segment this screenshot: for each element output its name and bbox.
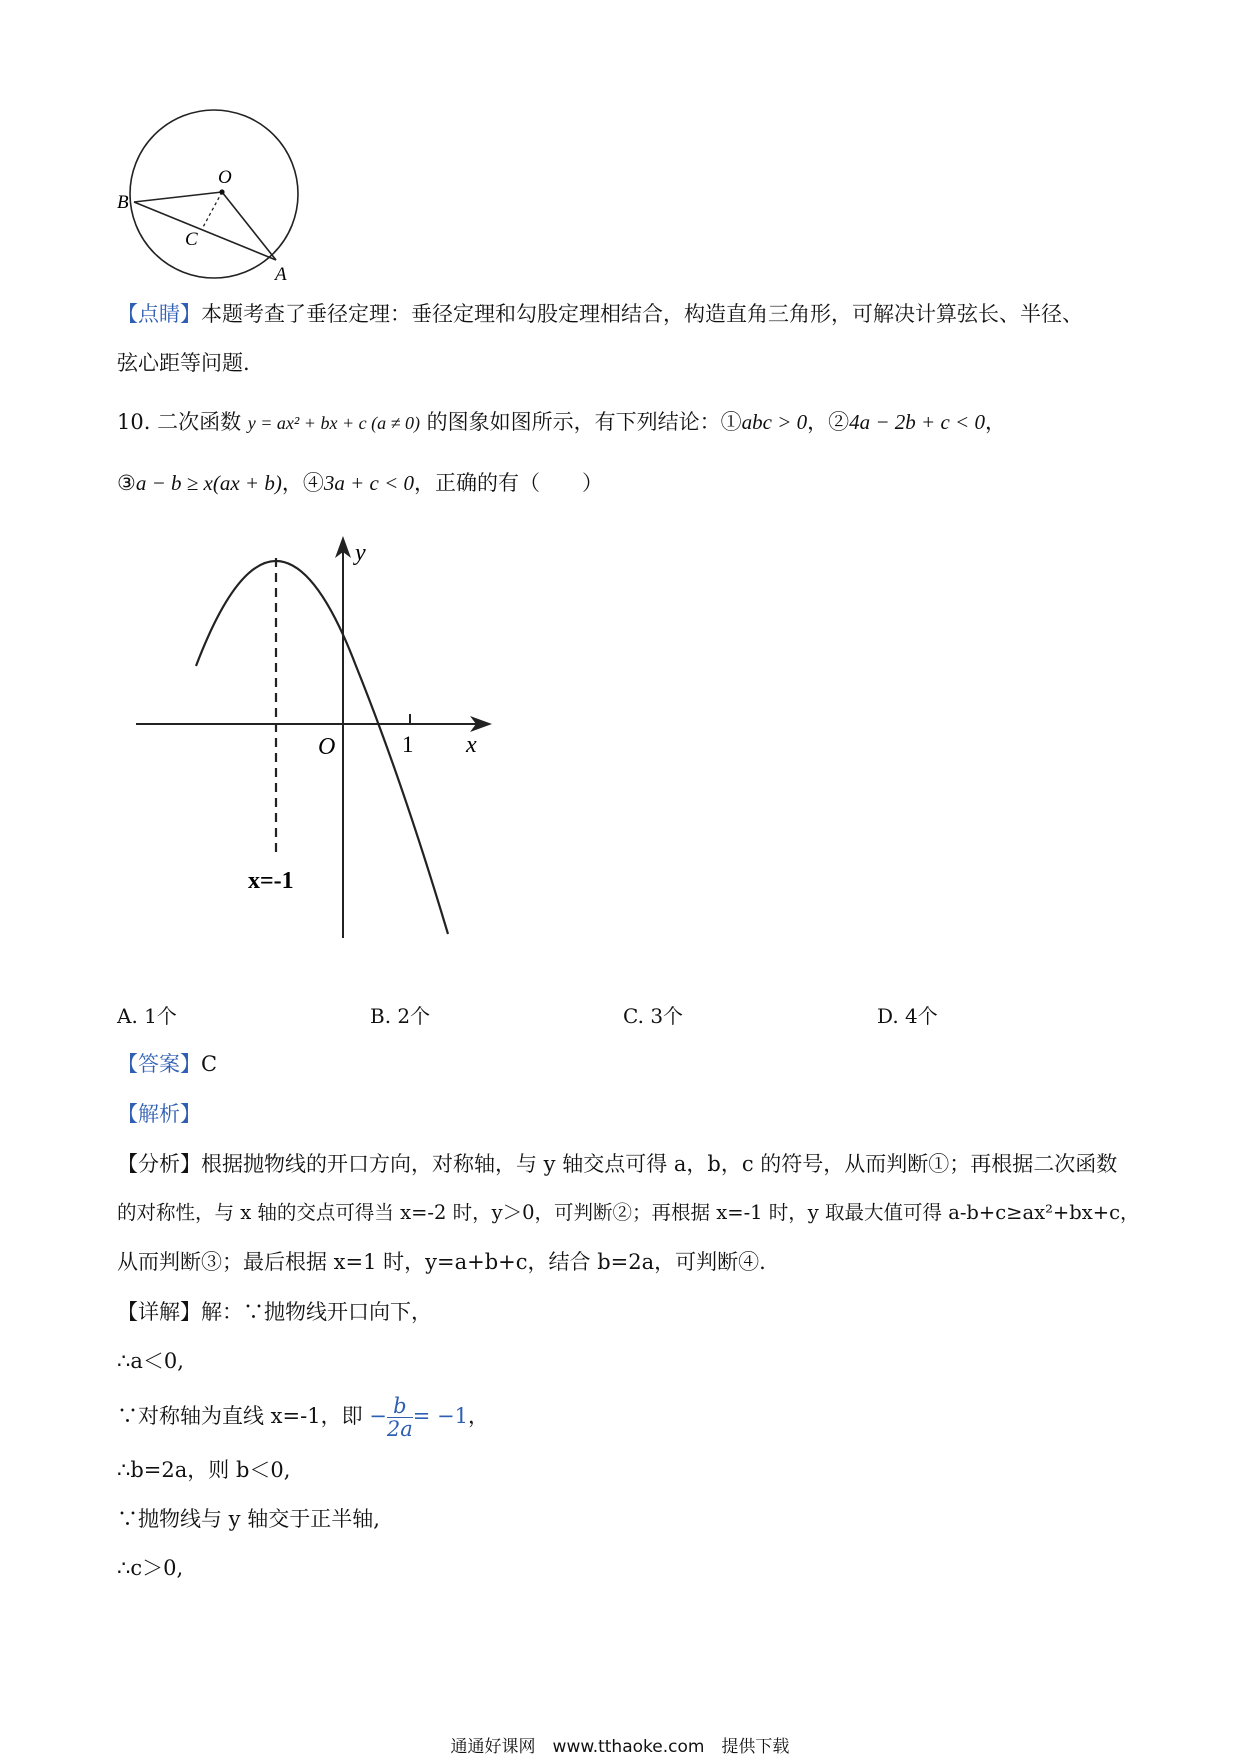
detail-line-3 <box>117 1395 489 1440</box>
analysis-line <box>117 1099 201 1129</box>
label-b: B <box>117 192 129 213</box>
question-line-2 <box>117 468 603 498</box>
detail-line-6 <box>117 1553 183 1583</box>
label-a: A <box>275 264 287 285</box>
option-b[interactable] <box>370 1000 430 1029</box>
note-text-2: 弦心距等问题. <box>117 351 250 375</box>
option-d[interactable] <box>877 1000 938 1029</box>
fraction-numerator: b <box>387 1395 413 1418</box>
detail-text-1: 解：∵抛物线开口向下， <box>201 1300 432 1324</box>
origin-label: O <box>318 734 336 760</box>
label-o: O <box>218 167 232 188</box>
option-d-text: 4个 <box>905 1004 938 1028</box>
circle-figure <box>110 105 320 290</box>
segment-ob <box>134 192 222 202</box>
option-d-letter: D. <box>877 1004 899 1028</box>
sep-3: ，④ <box>281 471 324 495</box>
detail-text-6: ∴c＞0, <box>117 1556 184 1580</box>
detail-text-4: ∴b=2a，则 b＜0, <box>117 1458 291 1482</box>
fenxi-text-1: 根据抛物线的开口方向，对称轴，与 y 轴交点可得 a，b，c 的符号，从而判断①；再根据二次函数 <box>201 1152 1118 1176</box>
detail-text-3-post: ， <box>468 1404 489 1428</box>
fraction <box>387 1395 413 1440</box>
detail-tag: 【详解】 <box>117 1300 201 1324</box>
option-a-letter: A. <box>117 1004 138 1028</box>
fenxi-text-3: 从而判断③；最后根据 x=1 时，y=a+b+c，结合 b=2a，可判断④. <box>117 1250 766 1274</box>
detail-text-5: ∵抛物线与 y 轴交于正半轴, <box>117 1507 380 1531</box>
detail-text-3-pre: ∵对称轴为直线 x=-1，即 <box>117 1404 363 1428</box>
option-a[interactable] <box>117 1000 177 1029</box>
analysis-tag: 【解析】 <box>117 1102 201 1126</box>
detail-line-1 <box>117 1297 432 1327</box>
option-c-text: 3个 <box>650 1004 684 1028</box>
note-text-1: 本题考查了垂径定理：垂径定理和勾股定理相结合，构造直角三角形，可解决计算弦长、半径、 <box>201 302 1083 326</box>
note-line-2 <box>117 348 250 378</box>
circle <box>130 110 298 278</box>
statement-2: 4a − 2b + c < 0 <box>849 410 985 434</box>
x-label: x <box>466 732 477 758</box>
parabola-graph <box>130 530 500 940</box>
footer: 通通好课网 www.tthaoke.com 提供下载 <box>450 1737 790 1757</box>
answer-tag: 【答案】 <box>117 1052 201 1076</box>
symmetry-label: x=-1 <box>248 868 294 894</box>
segment-oc <box>202 192 222 229</box>
question-prefix: 二次函数 <box>157 410 242 434</box>
detail-line-2 <box>117 1346 184 1376</box>
answer-value: C <box>201 1052 218 1076</box>
option-a-text: 1个 <box>144 1004 177 1028</box>
statement-4: 3a + c < 0 <box>323 471 414 495</box>
sep-2: ， <box>984 410 1006 434</box>
fraction-denominator: 2a <box>386 1417 413 1441</box>
option-c[interactable] <box>623 1000 683 1029</box>
detail-line-4 <box>117 1455 290 1485</box>
note-line-1 <box>117 299 1083 329</box>
fenxi-line-2 <box>117 1198 1140 1228</box>
option-b-letter: B. <box>370 1004 392 1028</box>
answer-line <box>117 1049 217 1079</box>
fenxi-text-2: 的对称性，与 x 轴的交点可得当 x=-2 时，y＞0，可判断②；再根据 x=-1 时，y 取最大值可得 a-b+c≥ax²+bx+c， <box>117 1201 1140 1224</box>
center-point <box>219 189 224 194</box>
detail-line-5 <box>117 1504 380 1534</box>
label-c: C <box>185 229 198 250</box>
detail-text-2: ∴a＜0, <box>117 1349 184 1373</box>
question-suffix: 的图象如图所示，有下列结论：① <box>426 410 742 434</box>
question-number: 10. <box>117 410 151 434</box>
fenxi-tag: 【分析】 <box>117 1152 201 1176</box>
question-tail: ，正确的有（ ） <box>414 471 603 495</box>
question-line-1 <box>117 407 1006 438</box>
option-b-text: 2个 <box>397 1004 431 1028</box>
y-label: y <box>355 540 366 566</box>
chord-ba <box>134 202 276 260</box>
fenxi-line-3 <box>117 1247 766 1277</box>
fenxi-line-1 <box>117 1149 1117 1179</box>
tick-label-1: 1 <box>402 732 414 757</box>
option-c-letter: C. <box>623 1004 644 1028</box>
note-tag: 【点睛】 <box>117 302 201 326</box>
sep-1: ，② <box>807 410 850 434</box>
fraction-minus: − <box>369 1404 387 1428</box>
fraction-rhs: = −1 <box>412 1404 468 1428</box>
statement-1: abc > 0 <box>741 410 808 434</box>
line2-pre: ③ <box>117 471 136 495</box>
statement-3: a − b ≥ x(ax + b) <box>135 471 282 495</box>
question-function: y = ax² + bx + c (a ≠ 0) <box>247 413 420 433</box>
